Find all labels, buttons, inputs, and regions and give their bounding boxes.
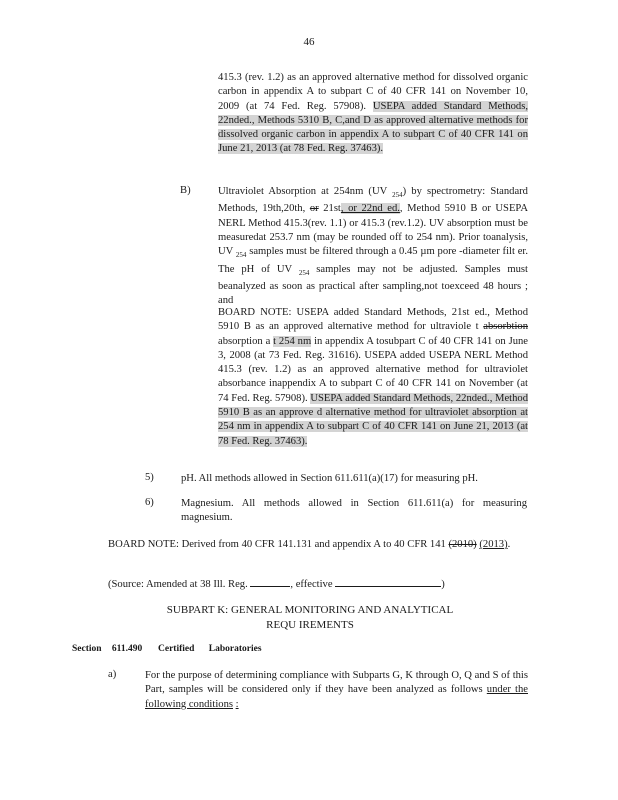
board-note-b-text-1: BOARD NOTE: USEPA added Standard Methods, 21st ed., Method 5910 B as an approved alternative method for ultraviole t [218,307,528,333]
board-note-main [108,538,528,552]
item-6-label: 6) [145,497,154,508]
paragraph-415-3-highlight: USEPA added Standard Methods, 22nded., Methods 5310 B, C,and D as approved alternative methods for dissolved organic carbon in appendix A to subpart C of 40 CFR 141 on June 21, 2013 (at 78 Fed. Reg. 37463). [218,100,528,155]
added-254-nm: t 254 nm [273,335,312,347]
page-number: 46 [303,36,315,48]
uv-subscript: 254 [298,268,310,277]
item-b-text-5: samples must be filtered through a 0.45 [246,246,421,258]
item-b-text-2: ) by spectrometry: Standard Methods, 19th,20th, [218,186,528,215]
item-5-label: 5) [145,472,154,483]
item-b-text-3: 21st [318,203,341,215]
board-note-b-text-3: in appendix A tosubpart C of 40 CFR 141 on June 3, 2008 (at 73 Fed. Reg. 31616). USEPA added USEPA NERL Method 415.3 (rev. 1.2) as an approved alternative method for ultraviolet absorbance inappendix A to subpart C of 40 CFR 141 on November (at 74 Fed. Reg. 57908). [218,335,528,404]
section-title: Certified Laboratories [158,644,262,654]
deleted-2010: (2010) [448,539,477,550]
source-text: (Source: Amended at 38 Ill. Reg. [108,579,248,590]
item-b-text-6: m pore -diameter filt er. The pH of UV [218,246,528,275]
item-a-text [145,669,528,712]
added-22nd-ed: , or 22nd ed. [340,203,400,215]
item-b-text [218,185,528,309]
item-a-label: a) [108,669,117,680]
added-2013: (2013) [479,539,508,550]
deleted-absorbtion: absorbtion [483,321,528,333]
added-conditions: under the following conditions [145,684,528,710]
paragraph-415-3 [218,71,528,157]
uv-subscript: 254 [392,191,403,200]
item-a-end: : [235,698,239,710]
source-line [108,576,528,592]
micro-symbol: µ [420,246,427,258]
subpart-heading-line-2: REQU IREMENTS [266,618,354,631]
item-a-text-body: For the purpose of determining compliance with Subparts G, K through O, Q and S of this Part, samples will be considered only if they have been analyzed as follows [145,670,528,696]
subpart-heading-line-1: SUBPART K: GENERAL MONITORING AND ANALYTICAL [166,604,454,616]
board-note-b-highlight: USEPA added Standard Methods, 22nded., Method 5910 B as an approve d alternative method for ultraviolet absorption at 254 nm in appendix A to subpart C of 40 CFR 141 on June 21, 2013 (at 78 Fed. Reg. 37463). [218,392,529,447]
paragraph-415-3-text: 415.3 (rev. 1.2) as an approved alternative method for dissolved organic carbon in appendix A to subpart C of 40 CFR 141 on November 10, 2009 (at 74 Fed. Reg. 57908). [218,72,528,112]
item-b-text-7: samples may not be adjusted. Samples must beanalyzed as soon as practical after sampling,not toexceed 48 hours ; and [218,263,528,307]
board-note-b-text-2: absorption a [218,335,271,347]
deleted-or: or [309,203,319,215]
item-5-text: pH. All methods allowed in Section 611.611(a)(17) for measuring pH. [181,473,478,484]
item-b-text-1: Ultraviolet Absorption at 254nm (UV [218,186,393,197]
section-number: Section 611.490 [72,644,143,654]
subpart-heading [140,603,480,632]
board-note-main-text: BOARD NOTE: Derived from 40 CFR 141.131 and appendix A to 40 CFR 141 [108,539,449,550]
item-6-text: Magnesium. All methods allowed in Section 611.611(a) for measuring magnesium. [181,498,527,524]
register-blank [250,576,290,587]
effective-date-blank [335,576,441,587]
board-note-main-end: . [507,539,511,550]
source-effective: , effective [290,579,333,590]
item-b-label: B) [180,185,191,196]
uv-subscript: 254 [235,251,247,260]
source-close: ) [441,579,445,590]
board-note-b [218,306,528,449]
item-b-text-4: , Method 5910 B or USEPA NERL Method 415.3(rev. 1.1) or 415.3 (rev.1.2). UV absorption must be measuredat 253.7 nm (may be rounded off to 254 nm). Prior toanalysis, UV [218,203,528,258]
